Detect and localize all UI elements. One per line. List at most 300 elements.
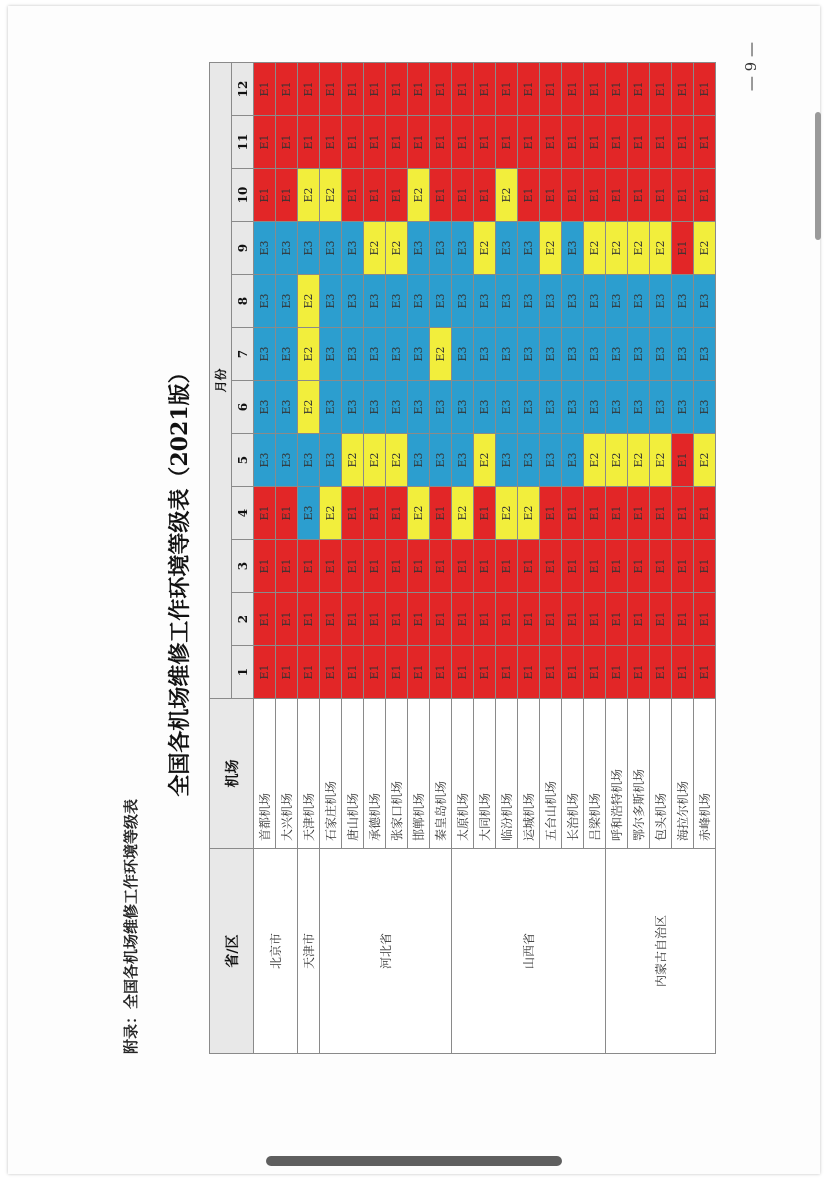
grade-cell: E3 — [452, 381, 474, 434]
grade-cell: E3 — [496, 328, 518, 381]
month-label: 12 — [232, 63, 254, 116]
grade-cell: E3 — [672, 328, 694, 381]
province-cell: 山西省 — [452, 849, 606, 1054]
grade-cell: E3 — [518, 381, 540, 434]
grade-cell: E1 — [672, 63, 694, 116]
grade-cell: E2 — [320, 487, 342, 540]
grade-cell: E1 — [386, 63, 408, 116]
grade-cell: E1 — [408, 116, 430, 169]
grade-cell: E3 — [540, 381, 562, 434]
airport-cell: 包头机场 — [650, 699, 672, 849]
grade-cell: E3 — [342, 222, 364, 275]
grade-cell: E2 — [628, 222, 650, 275]
grade-cell: E1 — [342, 116, 364, 169]
table-row — [298, 63, 320, 1054]
grade-cell: E3 — [254, 381, 276, 434]
grade-cell: E3 — [452, 275, 474, 328]
airport-cell: 运城机场 — [518, 699, 540, 849]
month-label: 4 — [232, 487, 254, 540]
grade-cell: E3 — [364, 328, 386, 381]
grade-cell: E3 — [320, 275, 342, 328]
grade-cell: E3 — [408, 222, 430, 275]
grade-cell: E3 — [584, 381, 606, 434]
grade-cell: E2 — [364, 434, 386, 487]
grade-cell: E2 — [606, 434, 628, 487]
airport-cell: 邯郸机场 — [408, 699, 430, 849]
grade-cell: E1 — [584, 487, 606, 540]
grade-cell: E1 — [474, 116, 496, 169]
grade-cell: E1 — [408, 540, 430, 593]
grade-cell: E2 — [540, 222, 562, 275]
grade-cell: E3 — [452, 328, 474, 381]
grade-cell: E1 — [254, 646, 276, 699]
grade-cell: E1 — [276, 593, 298, 646]
grade-cell: E1 — [606, 116, 628, 169]
grade-cell: E3 — [606, 275, 628, 328]
grade-cell: E3 — [628, 275, 650, 328]
grade-cell: E1 — [430, 169, 452, 222]
airport-cell: 大同机场 — [474, 699, 496, 849]
airport-cell: 秦皇岛机场 — [430, 699, 452, 849]
grade-cell: E3 — [276, 222, 298, 275]
airport-cell: 长治机场 — [562, 699, 584, 849]
grade-cell: E1 — [628, 593, 650, 646]
grade-cell: E3 — [606, 328, 628, 381]
grade-cell: E2 — [628, 434, 650, 487]
grade-cell: E1 — [452, 646, 474, 699]
grade-cell: E1 — [276, 169, 298, 222]
grade-cell: E3 — [452, 222, 474, 275]
grade-cell: E3 — [518, 328, 540, 381]
grade-cell: E1 — [452, 169, 474, 222]
grade-cell: E3 — [496, 222, 518, 275]
grade-cell: E1 — [474, 63, 496, 116]
grade-cell: E1 — [584, 646, 606, 699]
grade-cell: E1 — [342, 593, 364, 646]
grade-cell: E2 — [408, 487, 430, 540]
month-label: 9 — [232, 222, 254, 275]
grade-cell: E3 — [408, 328, 430, 381]
grade-cell: E1 — [408, 646, 430, 699]
grade-cell: E1 — [628, 487, 650, 540]
grade-cell: E1 — [650, 593, 672, 646]
grade-cell: E1 — [386, 116, 408, 169]
airport-cell: 赤峰机场 — [694, 699, 716, 849]
airport-cell: 太原机场 — [452, 699, 474, 849]
grade-cell: E1 — [254, 540, 276, 593]
grade-cell: E1 — [628, 646, 650, 699]
month-label: 1 — [232, 646, 254, 699]
grade-cell: E2 — [386, 222, 408, 275]
grade-cell: E1 — [606, 593, 628, 646]
month-header: 月份 — [210, 63, 232, 699]
grade-cell: E2 — [606, 222, 628, 275]
grade-cell: E1 — [452, 116, 474, 169]
grade-cell: E3 — [628, 328, 650, 381]
grade-cell: E2 — [386, 434, 408, 487]
grade-cell: E3 — [540, 434, 562, 487]
grade-cell: E3 — [540, 328, 562, 381]
airport-header: 机场 — [210, 699, 254, 849]
document-page — [8, 6, 820, 1174]
grade-cell: E1 — [584, 593, 606, 646]
grade-cell: E1 — [540, 169, 562, 222]
grade-cell: E1 — [364, 487, 386, 540]
airport-cell: 呼和浩特机场 — [606, 699, 628, 849]
month-label: 11 — [232, 116, 254, 169]
grade-cell: E1 — [452, 63, 474, 116]
month-label: 2 — [232, 593, 254, 646]
grade-cell: E1 — [628, 116, 650, 169]
month-label: 5 — [232, 434, 254, 487]
grade-cell: E3 — [298, 487, 320, 540]
grade-cell: E1 — [276, 487, 298, 540]
grade-cell: E1 — [254, 487, 276, 540]
grade-cell: E3 — [342, 275, 364, 328]
grade-cell: E3 — [430, 275, 452, 328]
grade-cell: E2 — [650, 434, 672, 487]
grade-cell: E1 — [672, 169, 694, 222]
grade-cell: E1 — [408, 593, 430, 646]
grade-cell: E1 — [452, 540, 474, 593]
grade-cell: E3 — [518, 222, 540, 275]
province-cell: 北京市 — [254, 849, 298, 1054]
grade-cell: E2 — [584, 434, 606, 487]
grade-cell: E2 — [298, 381, 320, 434]
grade-cell: E1 — [672, 646, 694, 699]
grade-cell: E1 — [320, 593, 342, 646]
airport-cell: 天津机场 — [298, 699, 320, 849]
grade-cell: E1 — [562, 487, 584, 540]
grade-cell: E3 — [474, 381, 496, 434]
grade-cell: E3 — [694, 381, 716, 434]
grade-cell: E1 — [672, 116, 694, 169]
grade-cell: E1 — [584, 540, 606, 593]
grade-cell: E1 — [342, 169, 364, 222]
grade-cell: E1 — [628, 540, 650, 593]
month-label: 10 — [232, 169, 254, 222]
grade-cell: E3 — [474, 275, 496, 328]
grade-cell: E1 — [694, 487, 716, 540]
grade-cell: E3 — [408, 275, 430, 328]
grade-cell: E1 — [364, 169, 386, 222]
month-label: 8 — [232, 275, 254, 328]
grade-cell: E1 — [518, 63, 540, 116]
grade-cell: E1 — [606, 169, 628, 222]
grade-cell: E1 — [254, 116, 276, 169]
grade-cell: E1 — [474, 540, 496, 593]
grade-cell: E3 — [540, 275, 562, 328]
grade-cell: E3 — [584, 328, 606, 381]
grade-cell: E1 — [584, 63, 606, 116]
grade-cell: E1 — [430, 116, 452, 169]
grade-cell: E1 — [254, 63, 276, 116]
grade-cell: E3 — [496, 275, 518, 328]
grade-cell: E1 — [496, 63, 518, 116]
grade-cell: E1 — [606, 487, 628, 540]
grade-cell: E1 — [672, 487, 694, 540]
grade-cell: E1 — [364, 540, 386, 593]
month-label: 3 — [232, 540, 254, 593]
grade-cell: E3 — [694, 275, 716, 328]
grade-cell: E3 — [606, 381, 628, 434]
grade-cell: E1 — [650, 540, 672, 593]
grade-cell: E1 — [606, 646, 628, 699]
grade-cell: E1 — [364, 593, 386, 646]
airport-cell: 吕梁机场 — [584, 699, 606, 849]
grade-cell: E3 — [408, 434, 430, 487]
grade-cell: E1 — [606, 63, 628, 116]
grade-cell: E2 — [452, 487, 474, 540]
grade-cell: E3 — [298, 434, 320, 487]
grade-cell: E3 — [364, 381, 386, 434]
grade-cell: E1 — [694, 593, 716, 646]
grade-cell: E1 — [364, 116, 386, 169]
grade-cell: E1 — [386, 646, 408, 699]
month-label: 6 — [232, 381, 254, 434]
grade-cell: E1 — [672, 222, 694, 275]
grade-cell: E1 — [496, 116, 518, 169]
grade-cell: E1 — [298, 116, 320, 169]
table-container — [209, 62, 716, 1054]
grade-cell: E2 — [694, 222, 716, 275]
grade-cell: E2 — [320, 169, 342, 222]
grade-cell: E1 — [430, 540, 452, 593]
grade-cell: E1 — [430, 63, 452, 116]
grade-cell: E1 — [650, 63, 672, 116]
grade-cell: E1 — [694, 63, 716, 116]
grade-cell: E1 — [518, 116, 540, 169]
grade-cell: E3 — [320, 328, 342, 381]
grade-cell: E1 — [562, 540, 584, 593]
grade-cell: E3 — [298, 222, 320, 275]
grade-cell: E3 — [650, 381, 672, 434]
grade-cell: E3 — [694, 328, 716, 381]
grade-cell: E2 — [408, 169, 430, 222]
grade-cell: E1 — [342, 63, 364, 116]
grade-cell: E2 — [342, 434, 364, 487]
grade-cell: E3 — [496, 434, 518, 487]
grade-cell: E1 — [650, 646, 672, 699]
grade-cell: E2 — [518, 487, 540, 540]
grade-cell: E1 — [430, 487, 452, 540]
grade-cell: E1 — [540, 63, 562, 116]
grade-cell: E1 — [474, 487, 496, 540]
grade-cell: E1 — [518, 646, 540, 699]
grade-cell: E1 — [298, 646, 320, 699]
grade-cell: E1 — [584, 169, 606, 222]
grade-cell: E2 — [584, 222, 606, 275]
grade-cell: E1 — [562, 116, 584, 169]
grade-cell: E3 — [254, 434, 276, 487]
grade-cell: E1 — [474, 646, 496, 699]
grade-cell: E2 — [298, 275, 320, 328]
grade-cell: E1 — [452, 593, 474, 646]
grade-cell: E3 — [672, 381, 694, 434]
airport-cell: 首都机场 — [254, 699, 276, 849]
grade-cell: E2 — [496, 487, 518, 540]
grade-cell: E1 — [386, 593, 408, 646]
grade-cell: E1 — [474, 169, 496, 222]
grade-cell: E1 — [276, 116, 298, 169]
grade-cell: E1 — [364, 63, 386, 116]
grade-cell: E3 — [628, 381, 650, 434]
grade-cell: E2 — [430, 328, 452, 381]
grade-cell: E1 — [650, 116, 672, 169]
grade-cell: E3 — [254, 328, 276, 381]
province-cell: 内蒙古自治区 — [606, 849, 716, 1054]
grade-cell: E3 — [254, 222, 276, 275]
grade-cell: E1 — [672, 434, 694, 487]
grade-cell: E1 — [320, 540, 342, 593]
grade-cell: E3 — [276, 275, 298, 328]
table-row — [320, 63, 342, 1054]
grade-cell: E1 — [254, 169, 276, 222]
grade-cell: E1 — [606, 540, 628, 593]
grade-cell: E2 — [298, 328, 320, 381]
grade-cell: E2 — [364, 222, 386, 275]
grade-cell: E1 — [650, 169, 672, 222]
grade-cell: E1 — [496, 540, 518, 593]
grade-cell: E2 — [650, 222, 672, 275]
grade-cell: E3 — [562, 222, 584, 275]
grade-cell: E3 — [562, 328, 584, 381]
grade-cell: E3 — [496, 381, 518, 434]
grade-cell: E1 — [342, 487, 364, 540]
grade-cell: E3 — [342, 381, 364, 434]
grade-cell: E3 — [672, 275, 694, 328]
table-row — [606, 63, 628, 1054]
grade-cell: E3 — [276, 381, 298, 434]
grade-cell: E1 — [386, 169, 408, 222]
grade-cell: E1 — [562, 63, 584, 116]
grade-cell: E1 — [540, 646, 562, 699]
month-label: 7 — [232, 328, 254, 381]
grade-cell: E3 — [452, 434, 474, 487]
grade-cell: E1 — [518, 540, 540, 593]
grade-cell: E1 — [584, 116, 606, 169]
province-cell: 天津市 — [298, 849, 320, 1054]
grade-cell: E3 — [650, 275, 672, 328]
table-row — [452, 63, 474, 1054]
page-number: — 9 — — [742, 42, 760, 92]
grade-cell: E3 — [386, 275, 408, 328]
grade-cell: E3 — [276, 434, 298, 487]
table-body — [254, 63, 716, 1054]
grade-cell: E1 — [496, 646, 518, 699]
grade-cell: E1 — [496, 593, 518, 646]
vertical-scrollbar[interactable] — [815, 112, 821, 240]
grade-cell: E1 — [518, 593, 540, 646]
grade-cell: E1 — [562, 169, 584, 222]
grade-cell: E3 — [430, 434, 452, 487]
grade-cell: E1 — [320, 63, 342, 116]
grade-cell: E3 — [430, 381, 452, 434]
grade-cell: E3 — [320, 381, 342, 434]
airport-cell: 张家口机场 — [386, 699, 408, 849]
airport-cell: 唐山机场 — [342, 699, 364, 849]
grade-cell: E1 — [386, 540, 408, 593]
grade-cell: E3 — [430, 222, 452, 275]
grade-cell: E3 — [320, 222, 342, 275]
appendix-label: 附录：全国各机场维修工作环境等级表 — [122, 798, 140, 1054]
grade-cell: E3 — [386, 328, 408, 381]
grade-cell: E1 — [408, 63, 430, 116]
grade-cell: E3 — [386, 381, 408, 434]
grade-cell: E1 — [276, 646, 298, 699]
page-title: 全国各机场维修工作环境等级表（2021版） — [167, 361, 193, 797]
grade-cell: E1 — [430, 646, 452, 699]
grade-cell: E1 — [694, 646, 716, 699]
grade-cell: E3 — [562, 275, 584, 328]
grade-cell: E1 — [694, 169, 716, 222]
table-row — [254, 63, 276, 1054]
airport-cell: 承德机场 — [364, 699, 386, 849]
grade-cell: E1 — [276, 63, 298, 116]
grade-cell: E1 — [628, 63, 650, 116]
grade-cell: E1 — [298, 63, 320, 116]
grade-cell: E1 — [672, 540, 694, 593]
airport-cell: 石家庄机场 — [320, 699, 342, 849]
grade-cell: E1 — [320, 646, 342, 699]
grade-cell: E1 — [562, 593, 584, 646]
grade-cell: E1 — [562, 646, 584, 699]
airport-cell: 海拉尔机场 — [672, 699, 694, 849]
grade-cell: E2 — [474, 222, 496, 275]
grade-cell: E1 — [298, 593, 320, 646]
grade-cell: E1 — [672, 593, 694, 646]
rotated-content — [120, 42, 760, 1054]
grade-cell: E3 — [518, 275, 540, 328]
grade-cell: E1 — [694, 116, 716, 169]
grade-cell: E3 — [320, 434, 342, 487]
grade-cell: E2 — [496, 169, 518, 222]
horizontal-scrollbar[interactable] — [266, 1156, 562, 1166]
grade-cell: E1 — [276, 540, 298, 593]
grade-cell: E3 — [276, 328, 298, 381]
grade-cell: E1 — [298, 540, 320, 593]
airport-cell: 五台山机场 — [540, 699, 562, 849]
grade-cell: E3 — [584, 275, 606, 328]
grade-cell: E1 — [540, 487, 562, 540]
airport-cell: 大兴机场 — [276, 699, 298, 849]
grade-cell: E3 — [254, 275, 276, 328]
environment-grade-table — [209, 62, 716, 1054]
grade-cell: E3 — [562, 434, 584, 487]
grade-cell: E2 — [298, 169, 320, 222]
grade-cell: E3 — [518, 434, 540, 487]
province-cell: 河北省 — [320, 849, 452, 1054]
grade-cell: E1 — [694, 540, 716, 593]
province-header: 省/区 — [210, 849, 254, 1054]
grade-cell: E1 — [320, 116, 342, 169]
grade-cell: E3 — [364, 275, 386, 328]
grade-cell: E1 — [430, 593, 452, 646]
grade-cell: E2 — [694, 434, 716, 487]
grade-cell: E1 — [364, 646, 386, 699]
grade-cell: E1 — [254, 593, 276, 646]
grade-cell: E3 — [562, 381, 584, 434]
grade-cell: E3 — [474, 328, 496, 381]
grade-cell: E1 — [386, 487, 408, 540]
grade-cell: E1 — [342, 646, 364, 699]
grade-cell: E1 — [540, 540, 562, 593]
airport-cell: 临汾机场 — [496, 699, 518, 849]
grade-cell: E2 — [474, 434, 496, 487]
grade-cell: E3 — [408, 381, 430, 434]
airport-cell: 鄂尔多斯机场 — [628, 699, 650, 849]
grade-cell: E1 — [628, 169, 650, 222]
